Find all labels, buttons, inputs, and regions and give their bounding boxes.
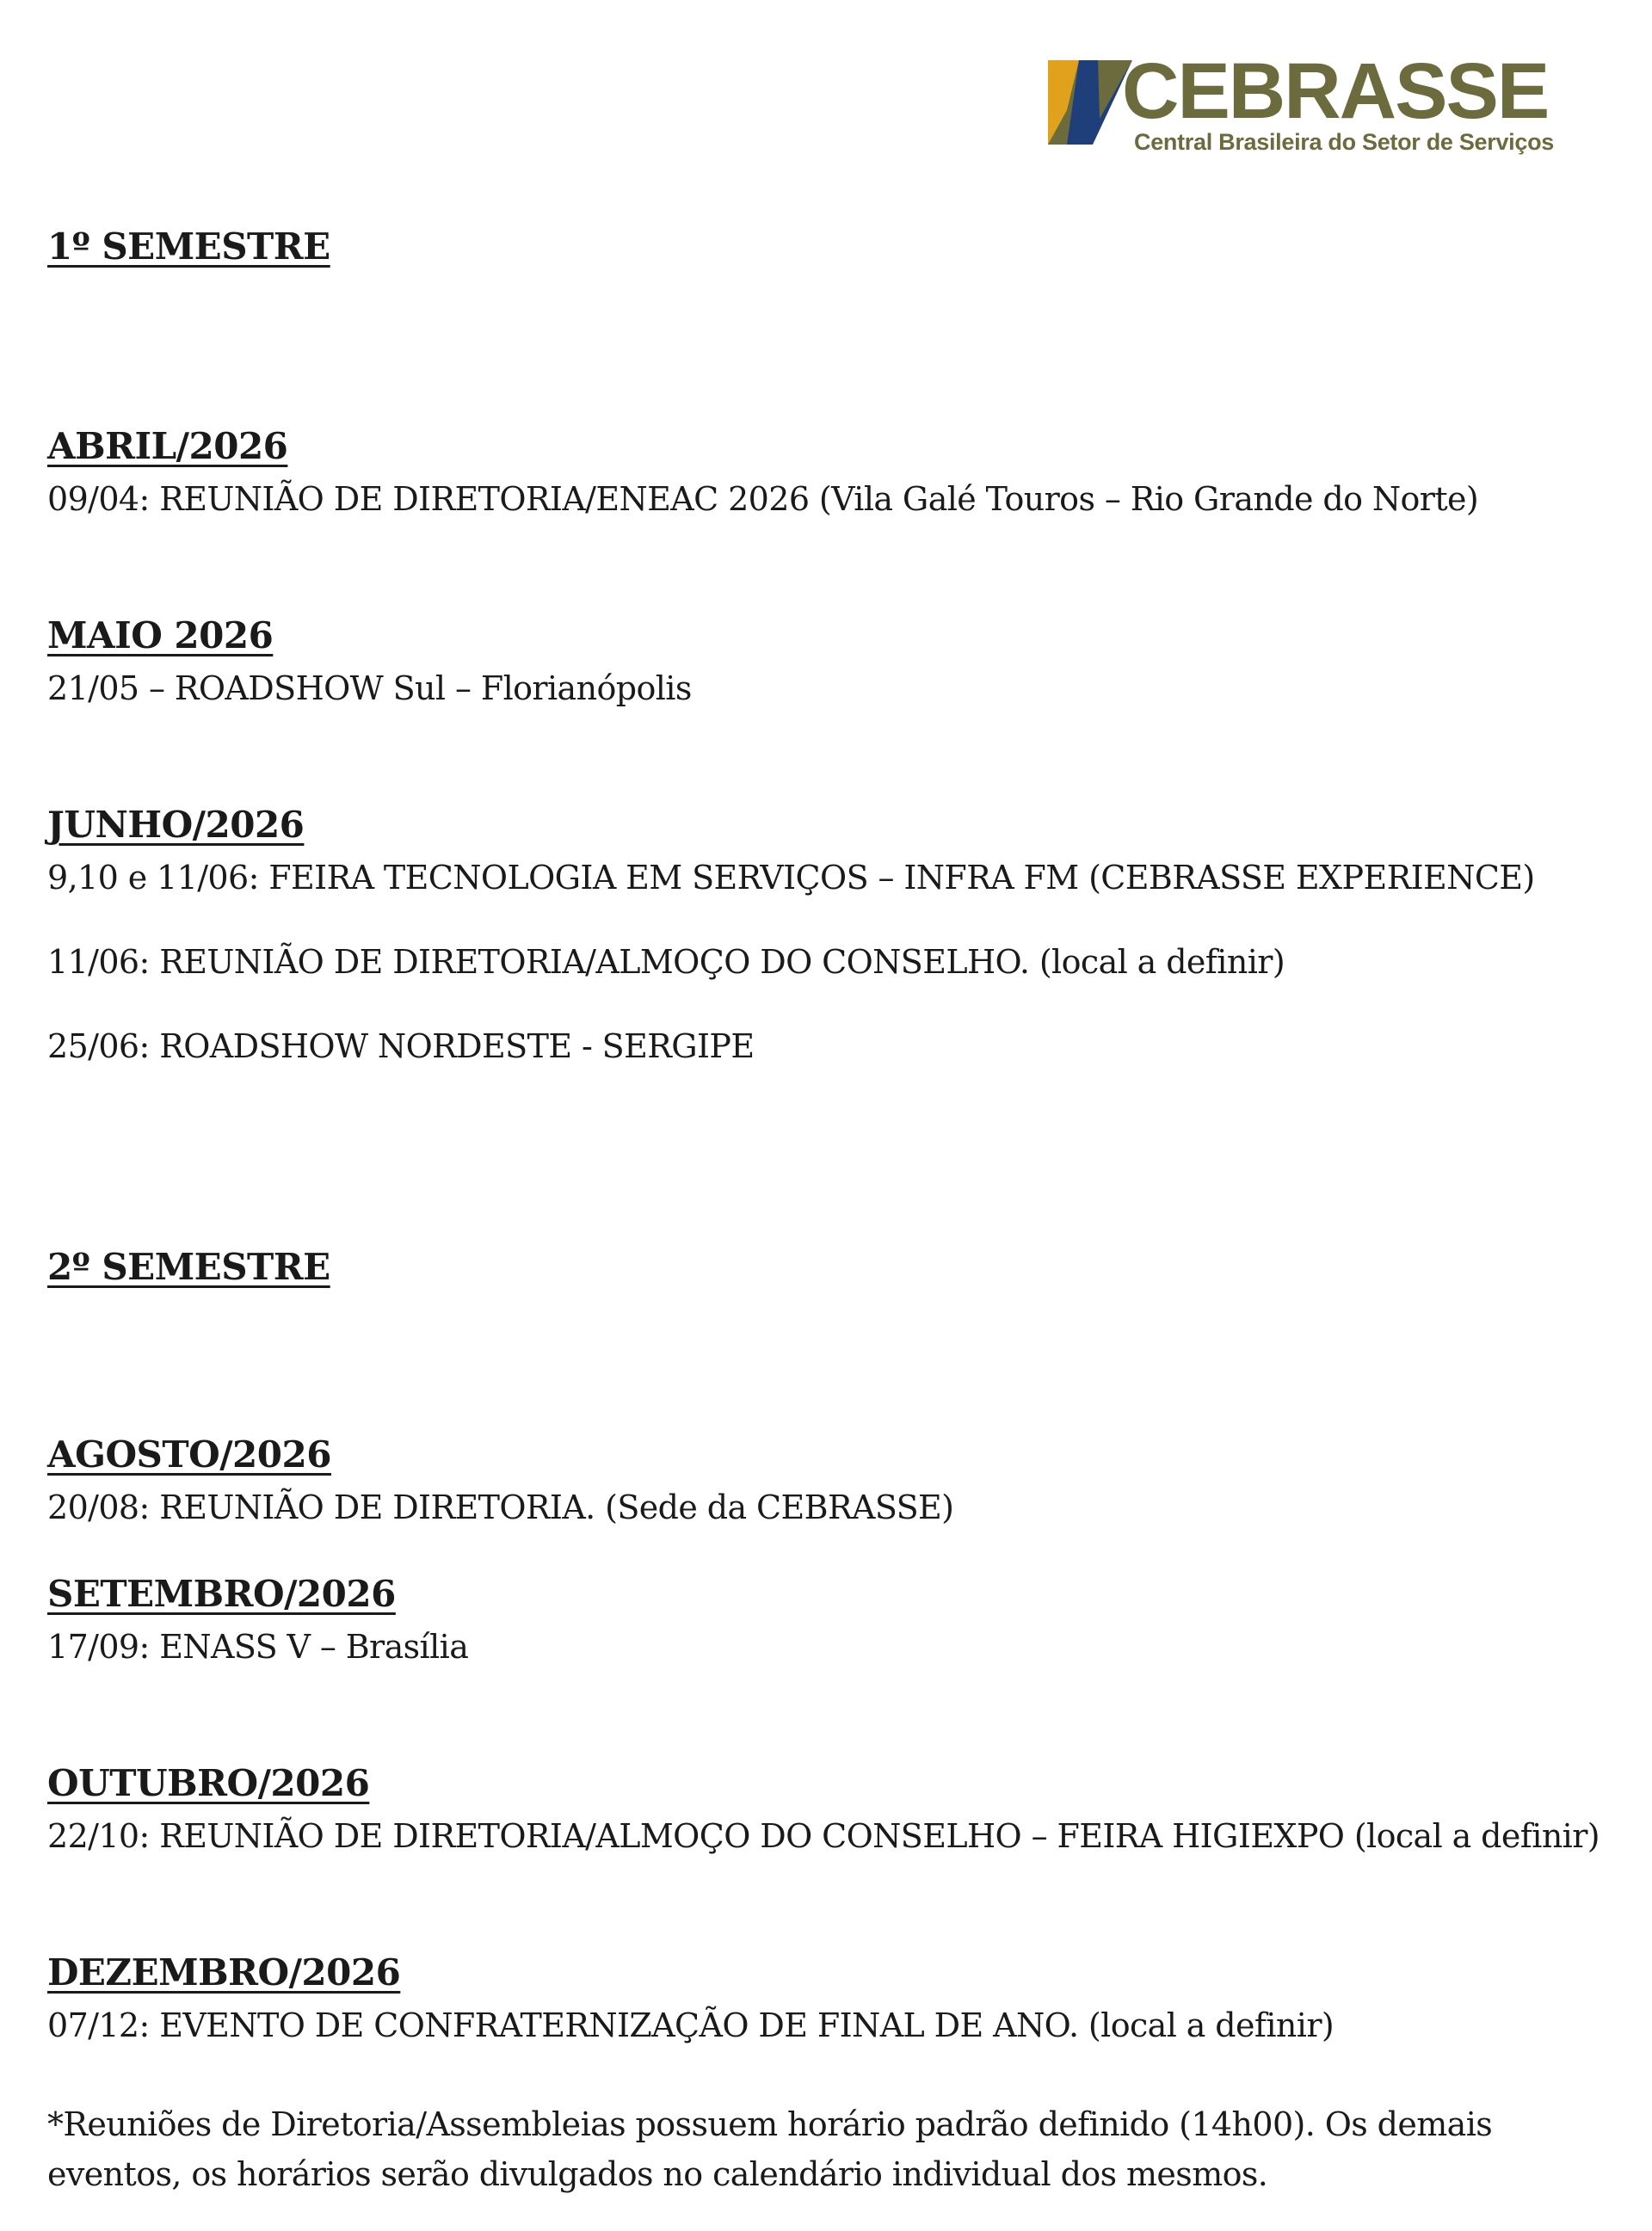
month-heading-agosto: AGOSTO/2026 [47, 1433, 331, 1476]
footnote: *Reuniões de Diretoria/Assembleias possuem horário padrão definido (14h00). Os demais eventos, os horários serão divulgados no calendário individual dos mesmos. [47, 2105, 1493, 2193]
event-item: 20/08: REUNIÃO DE DIRETORIA. (Sede da CEBRASSE) [47, 1488, 954, 1526]
semester-1-heading: 1º SEMESTRE [47, 225, 330, 268]
logo-wordmark: CEBRASSE [1122, 47, 1549, 135]
event-item: 9,10 e 11/06: FEIRA TECNOLOGIA EM SERVIÇOS – INFRA FM (CEBRASSE EXPERIENCE) [47, 859, 1535, 897]
cebrasse-logo-mark [1048, 59, 1134, 153]
event-item: 25/06: ROADSHOW NORDESTE - SERGIPE [47, 1027, 755, 1065]
logo-tagline: Central Brasileira do Setor de Serviços [1134, 129, 1554, 155]
month-heading-maio: MAIO 2026 [47, 614, 274, 656]
month-heading-outubro: OUTUBRO/2026 [47, 1762, 370, 1804]
cebrasse-logo [1048, 47, 1564, 158]
month-heading-setembro: SETEMBRO/2026 [47, 1573, 396, 1615]
month-heading-dezembro: DEZEMBRO/2026 [47, 1951, 401, 1994]
month-heading-abril: ABRIL/2026 [47, 425, 288, 467]
event-item: 21/05 – ROADSHOW Sul – Florianópolis [47, 669, 692, 707]
semester-2-heading: 2º SEMESTRE [47, 1246, 330, 1288]
event-item: 22/10: REUNIÃO DE DIRETORIA/ALMOÇO DO CONSELHO – FEIRA HIGIEXPO (local a definir) [47, 1817, 1600, 1855]
event-item: 09/04: REUNIÃO DE DIRETORIA/ENEAC 2026 (Vila Galé Touros – Rio Grande do Norte) [47, 480, 1479, 518]
event-item: 07/12: EVENTO DE CONFRATERNIZAÇÃO DE FINAL DE ANO. (local a definir) [47, 2006, 1335, 2044]
month-heading-junho: JUNHO/2026 [47, 804, 305, 846]
event-item: 11/06: REUNIÃO DE DIRETORIA/ALMOÇO DO CONSELHO. (local a definir) [47, 943, 1285, 981]
event-item: 17/09: ENASS V – Brasília [47, 1628, 469, 1666]
